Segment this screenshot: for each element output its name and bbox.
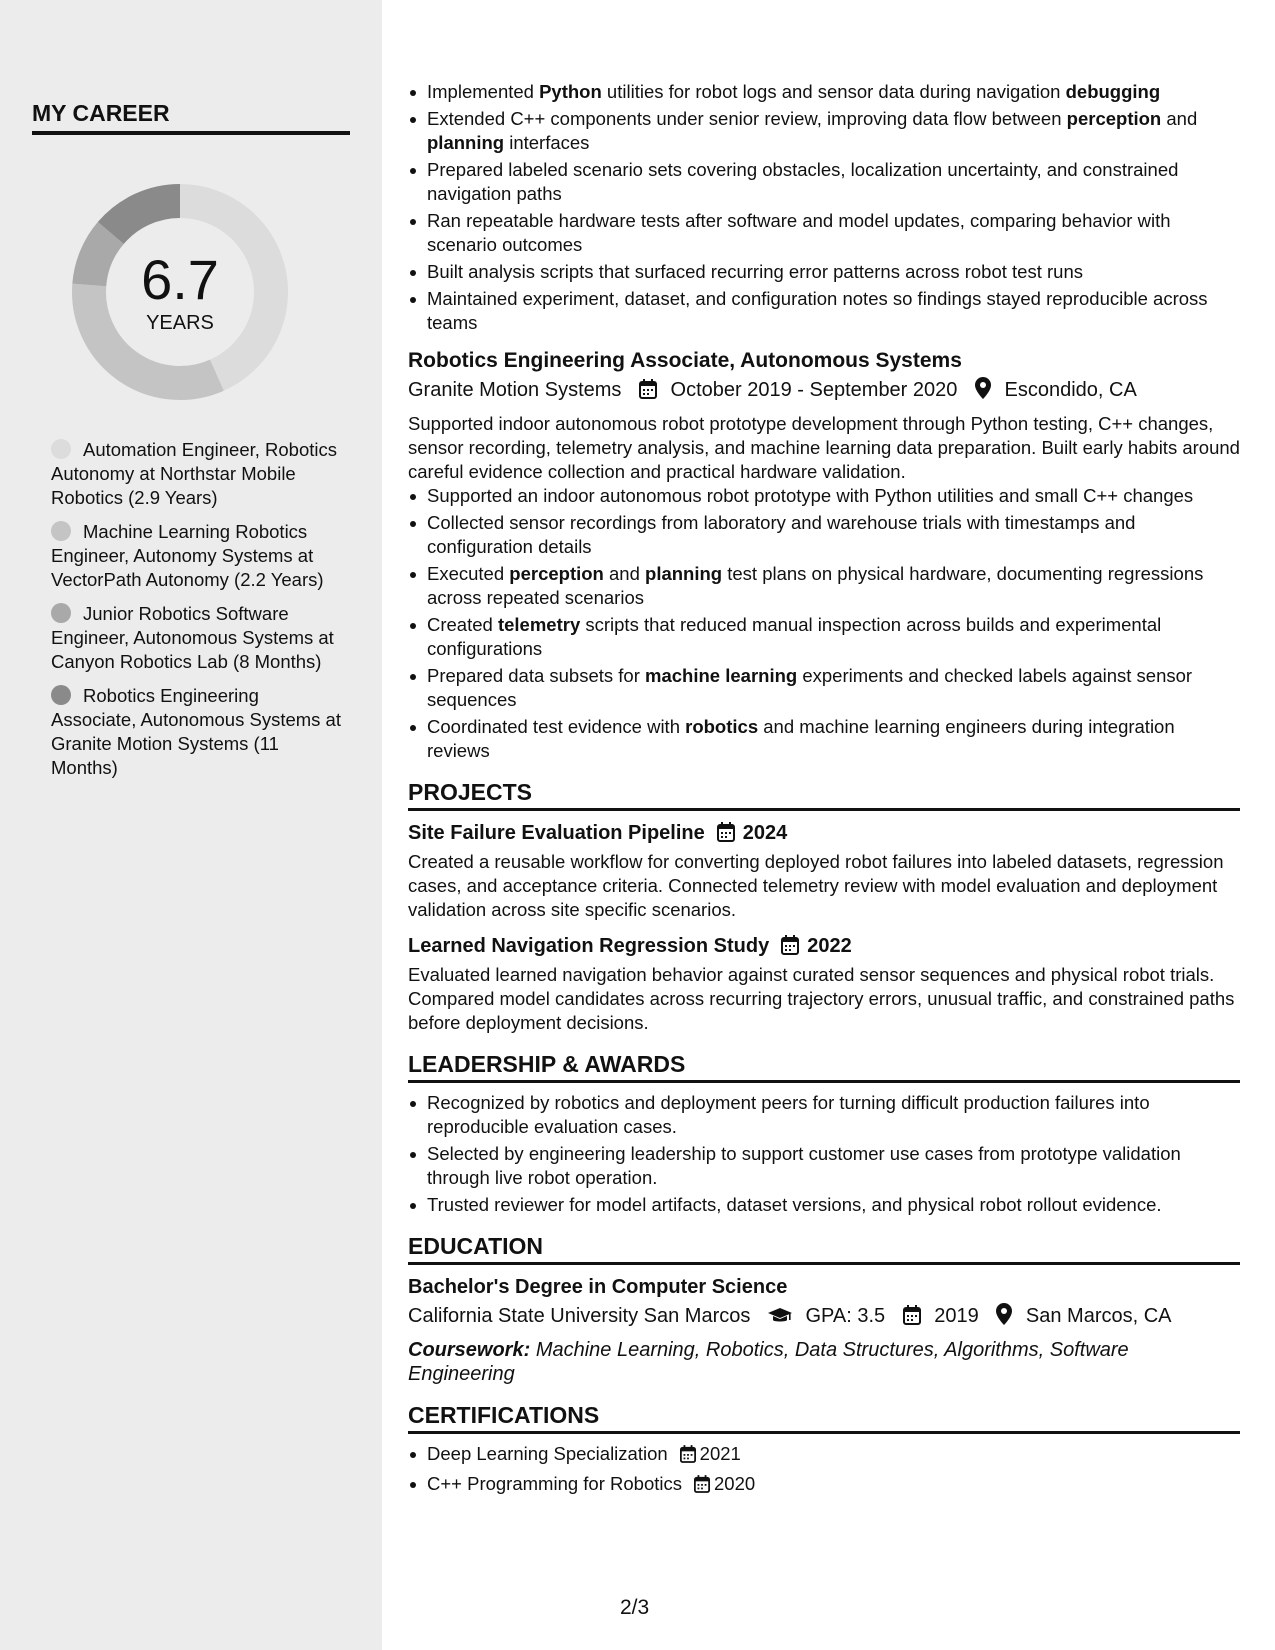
leadership-section-title: LEADERSHIP & AWARDS <box>408 1051 1240 1083</box>
education-section-title: EDUCATION <box>408 1233 1240 1265</box>
certification-name: C++ Programming for Robotics <box>427 1473 682 1494</box>
bullet-text: and <box>1161 108 1198 129</box>
legend-dot <box>51 521 71 541</box>
certifications-list <box>408 1442 1240 1499</box>
bullet-text: Extended C++ components under senior review, improving data flow between <box>427 108 1067 129</box>
legend-dot <box>51 439 71 459</box>
project-year: 2024 <box>742 822 788 844</box>
project-year: 2022 <box>807 935 852 957</box>
list-item <box>408 511 1240 559</box>
certification-year: 2021 <box>699 1443 741 1464</box>
education-degree: Bachelor's Degree in Computer Science <box>408 1276 788 1298</box>
bullet-text: scripts that reduced manual inspection across builds and experimental configurations <box>427 614 1162 659</box>
legend-dot <box>51 685 71 705</box>
legend-label: Junior Robotics Software Engineer, Autonomous Systems at Canyon Robotics Lab (8 Months) <box>51 603 334 672</box>
education-coursework <box>408 1338 1240 1386</box>
list-item <box>408 209 1240 257</box>
list-item <box>408 664 1240 712</box>
main-content <box>408 80 1240 1502</box>
bullet-text: Ran repeatable hardware tests after software and model updates, comparing behavior with scenario outcomes <box>427 210 1171 255</box>
bullet-text: test plans on physical hardware, documenting regressions across repeated scenarios <box>427 563 1204 608</box>
legend-item <box>51 438 341 510</box>
list-item <box>408 260 1240 284</box>
donut-segment <box>111 201 180 233</box>
job-company: Granite Motion Systems <box>408 379 622 401</box>
legend-label: Robotics Engineering Associate, Autonomous Systems at Granite Motion Systems (11 Months) <box>51 685 341 778</box>
bullet-text: Maintained experiment, dataset, and configuration notes so findings stayed reproducible across teams <box>427 288 1208 333</box>
certification-name: Deep Learning Specialization <box>427 1443 668 1464</box>
bullet-text: experiments and checked labels against sensor sequences <box>427 665 1193 710</box>
job-summary: Supported indoor autonomous robot prototype development through Python testing, C++ changes, sensor recording, telemetry analysis, and machine learning data preparation. Built early habits around careful evidence collection and practical hardware validation. <box>408 413 1240 482</box>
legend-label: Automation Engineer, Robotics Autonomy at Northstar Mobile Robotics (2.9 Years) <box>51 439 338 508</box>
calendar-icon <box>903 1304 921 1334</box>
location-pin-icon <box>996 1303 1012 1334</box>
bullet-text: Supported an indoor autonomous robot prototype with Python utilities and small C++ changes <box>427 485 1194 506</box>
education-meta <box>408 1301 1240 1334</box>
list-item: Trusted reviewer for model artifacts, dataset versions, and physical robot rollout evidence. <box>408 1193 1240 1217</box>
bullet-text: utilities for robot logs and sensor data during navigation <box>601 81 1066 102</box>
list-item <box>408 613 1240 661</box>
bold-keyword: Python <box>539 81 602 102</box>
bullet-text: Implemented <box>427 81 540 102</box>
project-description: Evaluated learned navigation behavior against curated sensor sequences and physical robot trials. Compared model candidates across recurring trajectory errors, unusual traffic, and constrained paths before deployment decisions. <box>408 964 1235 1033</box>
bold-keyword: planning <box>645 563 723 584</box>
projects-list <box>408 819 1240 1035</box>
project-description: Created a reusable workflow for converting deployed robot failures into labeled datasets, regression cases, and acceptance criteria. Connected telemetry review with model evaluation and deployment validation across site specific scenarios. <box>408 851 1224 920</box>
project-title <box>408 932 1240 963</box>
career-total-years: 6.7 <box>141 248 219 311</box>
previous-job-bullets <box>408 80 1240 335</box>
coursework-list: Machine Learning, Robotics, Data Structures, Algorithms, Software Engineering <box>408 1339 1129 1385</box>
certification-year: 2020 <box>714 1473 756 1494</box>
bullet-text: Coordinated test evidence with <box>427 716 686 737</box>
legend-item <box>51 684 341 780</box>
career-legend <box>51 438 341 790</box>
education-school: California State University San Marcos <box>408 1305 751 1327</box>
bullet-text: Prepared labeled scenario sets covering obstacles, localization uncertainty, and constrained navigation paths <box>427 159 1179 204</box>
leadership-list <box>408 1091 1240 1217</box>
education-location: San Marcos, CA <box>1025 1305 1172 1327</box>
bold-keyword: robotics <box>685 716 759 737</box>
bullet-text: Built analysis scripts that surfaced recurring error patterns across robot test runs <box>427 261 1083 282</box>
list-item <box>408 715 1240 763</box>
education-year: 2019 <box>934 1305 979 1327</box>
list-item <box>408 287 1240 335</box>
projects-section-title: PROJECTS <box>408 779 1240 811</box>
certification-item <box>408 1472 1240 1499</box>
list-item: Recognized by robotics and deployment peers for turning difficult production failures into reproducible evaluation cases. <box>408 1091 1240 1139</box>
bold-keyword: planning <box>427 132 505 153</box>
bold-keyword: perception <box>509 563 604 584</box>
bullet-text: and <box>603 563 646 584</box>
certification-item <box>408 1442 1240 1469</box>
job-bullets <box>408 484 1240 763</box>
job-title: Robotics Engineering Associate, Autonomous Systems <box>408 349 962 372</box>
education-gpa: GPA: 3.5 <box>805 1305 886 1327</box>
calendar-icon <box>639 378 657 408</box>
bullet-text: Created <box>427 614 498 635</box>
page-number: 2/3 <box>620 1596 650 1619</box>
project-name: Site Failure Evaluation Pipeline <box>408 822 705 844</box>
bullet-text: Prepared data subsets for <box>427 665 646 686</box>
bold-keyword: perception <box>1066 108 1162 129</box>
list-item <box>408 80 1240 104</box>
sidebar <box>0 0 382 1650</box>
bullet-text: interfaces <box>504 132 590 153</box>
legend-dot <box>51 603 71 623</box>
coursework-label: Coursework: <box>408 1339 531 1361</box>
legend-label: Machine Learning Robotics Engineer, Autonomy Systems at VectorPath Autonomy (2.2 Years) <box>51 521 324 590</box>
legend-item <box>51 602 341 674</box>
calendar-icon <box>717 822 735 850</box>
calendar-icon <box>694 1475 710 1499</box>
legend-item <box>51 520 341 592</box>
job-dates: October 2019 - September 2020 <box>670 379 958 401</box>
graduation-cap-icon <box>768 1304 792 1334</box>
bold-keyword: telemetry <box>497 614 581 635</box>
career-total-unit: YEARS <box>146 312 214 334</box>
bullet-text: Executed <box>427 563 510 584</box>
project-name: Learned Navigation Regression Study <box>408 935 770 957</box>
certifications-section-title: CERTIFICATIONS <box>408 1402 1240 1434</box>
bold-keyword: debugging <box>1065 81 1161 102</box>
list-item <box>408 107 1240 155</box>
job-location: Escondido, CA <box>1004 379 1137 401</box>
calendar-icon <box>781 935 799 963</box>
bold-keyword: machine learning <box>645 665 798 686</box>
location-pin-icon <box>975 377 991 408</box>
bullet-text: Collected sensor recordings from laboratory and warehouse trials with timestamps and configuration details <box>427 512 1136 557</box>
career-section-title: MY CAREER <box>32 100 350 135</box>
list-item <box>408 158 1240 206</box>
list-item: Selected by engineering leadership to support customer use cases from prototype validation through live robot operation. <box>408 1142 1240 1190</box>
list-item <box>408 562 1240 610</box>
list-item <box>408 484 1240 508</box>
calendar-icon <box>680 1445 696 1469</box>
job-meta <box>408 375 1240 408</box>
bullet-text: and machine learning engineers during integration reviews <box>427 716 1175 761</box>
project-title <box>408 819 1240 850</box>
